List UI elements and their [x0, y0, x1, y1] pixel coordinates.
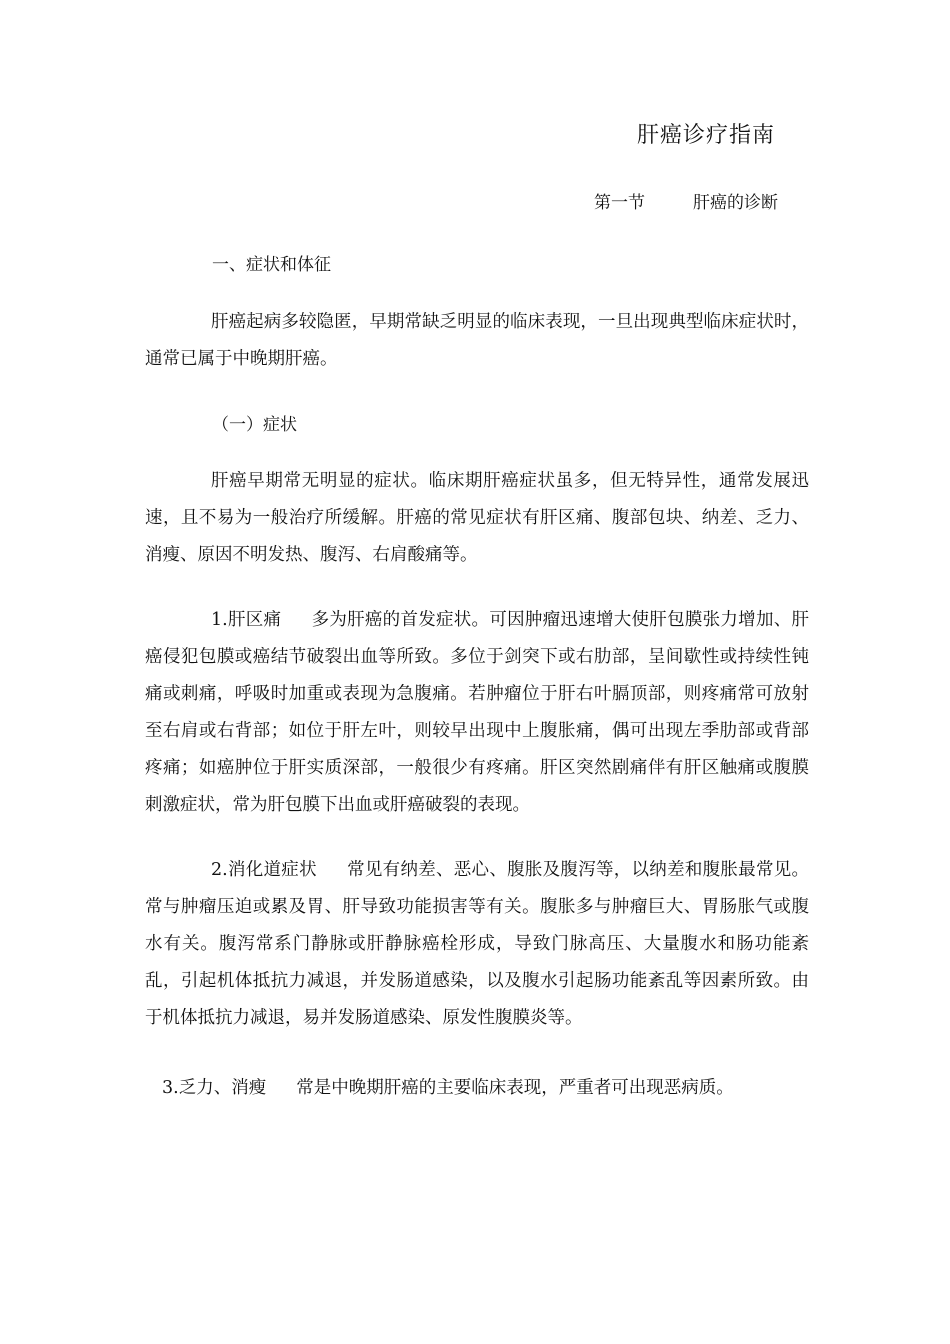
intro-paragraph: 肝癌起病多较隐匿，早期常缺乏明显的临床表现，一旦出现典型临床症状时，通常已属于中晚期肝癌。	[145, 312, 809, 369]
item-digestive-label: 2.消化道症状	[211, 860, 317, 880]
document-title: 肝癌诊疗指南	[637, 123, 776, 148]
section-number: 第一节	[594, 193, 645, 213]
item-digestive	[145, 852, 809, 1037]
item-liver-pain-text: 多为肝癌的首发症状。可因肿瘤迅速增大使肝包膜张力增加、肝癌侵犯包膜或癌结节破裂出血等所致。多位于剑突下或右肋部，呈间歇性或持续性钝痛或刺痛，呼吸时加重或表现为急腹痛。若肿瘤位于肝右叶膈顶部，则疼痛常可放射至右肩或右背部；如位于肝左叶，则较早出现中上腹胀痛，偶可出现左季肋部或背部疼痛；如癌肿位于肝实质深部，一般很少有疼痛。肝区突然剧痛伴有肝区触痛或腹膜刺激症状，常为肝包膜下出血或肝癌破裂的表现。	[145, 610, 809, 815]
heading-symptoms-and-signs: 一、症状和体征	[212, 255, 331, 275]
section-title: 肝癌的诊断	[693, 193, 778, 213]
symptoms-paragraph: 肝癌早期常无明显的症状。临床期肝癌症状虽多，但无特异性，通常发展迅速，且不易为一般治疗所缓解。肝癌的常见症状有肝区痛、腹部包块、纳差、乏力、消瘦、原因不明发热、腹泻、右肩酸痛等。	[145, 471, 809, 565]
item-liver-pain-label: 1.肝区痛	[211, 610, 282, 630]
item-fatigue-text: 常是中晚期肝癌的主要临床表现，严重者可出现恶病质。	[296, 1078, 734, 1098]
section-heading	[594, 188, 778, 213]
item-liver-pain	[145, 602, 809, 824]
item-fatigue	[145, 1070, 809, 1107]
item-fatigue-label: 3.乏力、消瘦	[162, 1078, 267, 1098]
heading-symptoms: （一）症状	[212, 415, 297, 435]
item-digestive-text: 常见有纳差、恶心、腹胀及腹泻等，以纳差和腹胀最常见。常与肿瘤压迫或累及胃、肝导致功能损害等有关。腹胀多与肿瘤巨大、胃肠胀气或腹水有关。腹泻常系门静脉或肝静脉癌栓形成，导致门脉高压、大量腹水和肠功能紊乱，引起机体抵抗力减退，并发肠道感染，以及腹水引起肠功能紊乱等因素所致。由于机体抵抗力减退，易并发肠道感染、原发性腹膜炎等。	[145, 860, 810, 1028]
